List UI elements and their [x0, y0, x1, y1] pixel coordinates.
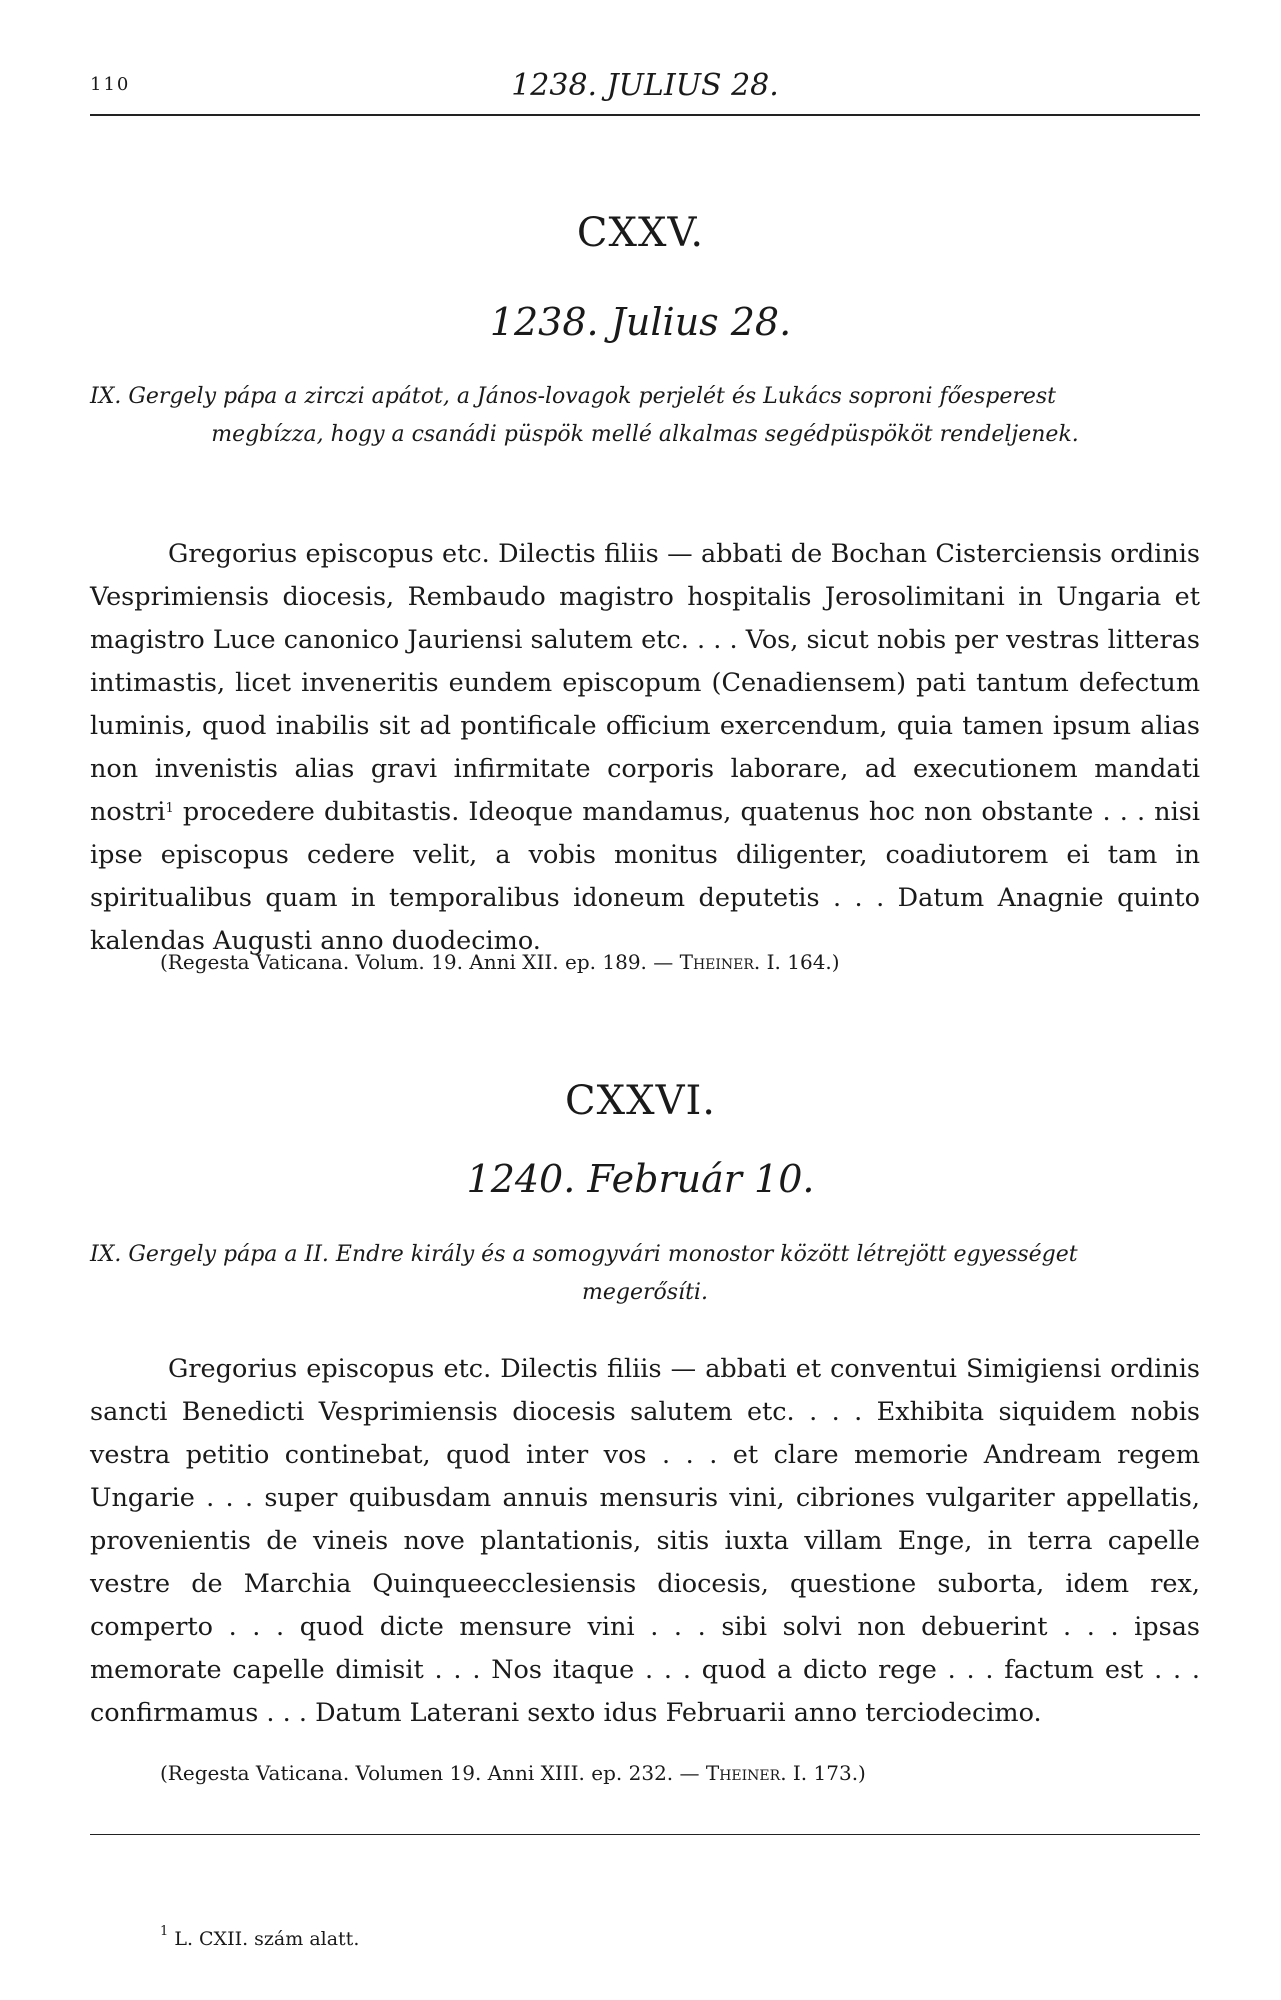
header-rule — [90, 114, 1200, 116]
footnote-text: L. CXII. szám alatt. — [168, 1928, 360, 1950]
doc-summary-cxxvi — [90, 1236, 1200, 1312]
running-head — [90, 68, 1200, 108]
summary-line: IX. Gergely pápa a II. Endre király és a somogyvári monostor között létrejött egyességet — [90, 1242, 1078, 1267]
footnote — [160, 1924, 360, 1950]
summary-line: IX. Gergely pápa a zirczi apátot, a János-lovagok perjelét és Lukács soproni főesperest — [90, 384, 1057, 409]
source-author: Theiner — [705, 1761, 781, 1785]
doc-number-cxxv: CXXV. — [576, 210, 705, 256]
source-citation-end: . I. 164.) — [753, 950, 840, 974]
body-text-part: Gregorius episcopus etc. Dilectis filiis — abbati de Bochan Cisterciensis ordinis Vesprimiensis diocesis, Rembaudo magistro hospitalis Jerosolimitani in Ungaria et magistro Luce canonico Jauriensi salutem etc. . . . Vos, sicut nobis per vestras litteras intimastis, licet inveneritis eundem episcopum (Cenadiensem) pati tantum defectum luminis, quod inabilis sit ad pontificale officium exercendum, quia tamen ipsum alias non invenistis alias gravi infirmitate corporis laborare, ad executionem mandati nostri — [90, 539, 1200, 827]
doc-summary-cxxv — [90, 378, 1200, 454]
doc-date-cxxvi: 1240. Február 10. — [466, 1157, 815, 1201]
doc-body-cxxv — [90, 533, 1200, 963]
doc-date-cxxv: 1238. Julius 28. — [489, 300, 792, 344]
footnote-reference: 1 — [165, 801, 174, 816]
doc-body-cxxvi: Gregorius episcopus etc. Dilectis filiis — abbati et conventui Simigiensi ordinis sancti Benedicti Vesprimiensis diocesis salutem etc. . . . Exhibita siquidem nobis vestra petitio continebat, quod inter vos . . . et clare memorie Andream regem Ungarie . . . super quibusdam annuis mensuris vini, cibriones vulgariter appellatis, provenientis de vineis nove plantationis, sitis iuxta villam Enge, in terra capelle vestre de Marchia Quinqueecclesiensis diocesis, questione suborta, idem rex, comperto . . . quod dicte mensure vini . . . sibi solvi non debuerint . . . ipsas memorate capelle dimisit . . . Nos itaque . . . quod a dicto rege . . . factum est . . . confirmamus . . . Datum Laterani sexto idus Februarii anno terciodecimo. — [90, 1354, 1200, 1728]
body-text-part: procedere dubitastis. Ideoque mandamus, quatenus hoc non obstante . . . nisi ipse episcopus cedere velit, a vobis monitus diligenter, coadiutorem ei tam in spiritualibus quam in temporalibus idoneum deputetis . . . Datum Anagnie quinto kalendas Augusti anno duodecimo. — [90, 797, 1200, 956]
source-citation: (Regesta Vaticana. Volum. 19. Anni XII. ep. 189. — — [160, 950, 680, 974]
page-number: 110 — [90, 74, 131, 95]
source-citation: (Regesta Vaticana. Volumen 19. Anni XIII. ep. 232. — — [160, 1761, 706, 1785]
summary-line: megbízza, hogy a csanádi püspök mellé alkalmas segédpüspököt rendeljenek. — [211, 422, 1079, 447]
source-author: Theiner — [679, 950, 754, 974]
summary-line: megerősíti. — [582, 1280, 708, 1305]
running-title: 1238. JULIUS 28. — [511, 68, 779, 103]
doc-source-cxxv — [160, 947, 1200, 977]
footnote-rule — [90, 1834, 1200, 1835]
doc-source-cxxvi — [160, 1758, 1200, 1788]
doc-number-cxxvi: CXXVI. — [565, 1078, 716, 1124]
footnote-mark: 1 — [160, 1924, 169, 1939]
source-citation-end: . I. 173.) — [780, 1761, 866, 1785]
